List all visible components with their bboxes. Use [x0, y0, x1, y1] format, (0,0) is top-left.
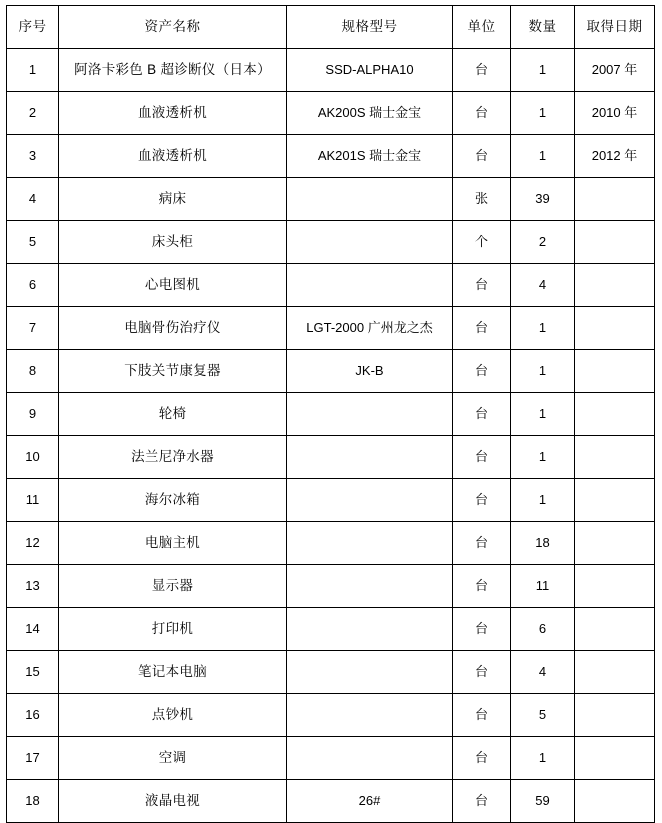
cell-model [287, 737, 453, 780]
cell-date [575, 178, 655, 221]
cell-unit: 台 [453, 780, 511, 823]
cell-model [287, 608, 453, 651]
table-row [7, 436, 655, 479]
table-row [7, 350, 655, 393]
cell-date [575, 737, 655, 780]
table-header-row [7, 6, 655, 49]
cell-qty: 1 [511, 393, 575, 436]
cell-qty: 5 [511, 694, 575, 737]
cell-seq: 3 [7, 135, 59, 178]
table-row [7, 135, 655, 178]
column-header-name: 资产名称 [59, 6, 287, 49]
cell-model [287, 221, 453, 264]
cell-seq: 18 [7, 780, 59, 823]
cell-model: LGT-2000 广州龙之杰 [287, 307, 453, 350]
cell-qty: 1 [511, 49, 575, 92]
cell-model [287, 178, 453, 221]
table-row [7, 608, 655, 651]
cell-date [575, 780, 655, 823]
column-header-unit: 单位 [453, 6, 511, 49]
cell-model [287, 651, 453, 694]
cell-unit: 台 [453, 135, 511, 178]
cell-date [575, 436, 655, 479]
cell-unit: 台 [453, 436, 511, 479]
table-row [7, 178, 655, 221]
cell-name: 床头柜 [59, 221, 287, 264]
cell-qty: 39 [511, 178, 575, 221]
cell-seq: 16 [7, 694, 59, 737]
cell-name: 电脑主机 [59, 522, 287, 565]
cell-model [287, 264, 453, 307]
cell-seq: 15 [7, 651, 59, 694]
cell-qty: 2 [511, 221, 575, 264]
cell-unit: 台 [453, 694, 511, 737]
cell-model: AK200S 瑞士金宝 [287, 92, 453, 135]
cell-seq: 10 [7, 436, 59, 479]
table-row [7, 565, 655, 608]
cell-unit: 台 [453, 479, 511, 522]
cell-model [287, 565, 453, 608]
cell-seq: 17 [7, 737, 59, 780]
cell-date [575, 694, 655, 737]
table-row [7, 780, 655, 823]
table-row [7, 694, 655, 737]
cell-model [287, 436, 453, 479]
cell-unit: 台 [453, 307, 511, 350]
cell-name: 海尔冰箱 [59, 479, 287, 522]
cell-name: 打印机 [59, 608, 287, 651]
column-header-seq: 序号 [7, 6, 59, 49]
cell-model: 26# [287, 780, 453, 823]
cell-date [575, 264, 655, 307]
cell-model [287, 479, 453, 522]
cell-unit: 台 [453, 565, 511, 608]
cell-seq: 6 [7, 264, 59, 307]
cell-date [575, 608, 655, 651]
cell-date [575, 221, 655, 264]
cell-qty: 1 [511, 737, 575, 780]
table-row [7, 393, 655, 436]
table-row [7, 737, 655, 780]
cell-date [575, 307, 655, 350]
cell-name: 点钞机 [59, 694, 287, 737]
cell-seq: 11 [7, 479, 59, 522]
cell-qty: 1 [511, 92, 575, 135]
cell-qty: 1 [511, 135, 575, 178]
cell-unit: 台 [453, 264, 511, 307]
cell-unit: 张 [453, 178, 511, 221]
cell-unit: 台 [453, 608, 511, 651]
cell-name: 空调 [59, 737, 287, 780]
cell-date: 2007 年 [575, 49, 655, 92]
cell-unit: 台 [453, 651, 511, 694]
cell-seq: 13 [7, 565, 59, 608]
table-body [7, 49, 655, 823]
asset-table [6, 5, 655, 823]
cell-name: 液晶电视 [59, 780, 287, 823]
cell-seq: 2 [7, 92, 59, 135]
table-row [7, 264, 655, 307]
cell-unit: 台 [453, 737, 511, 780]
cell-name: 笔记本电脑 [59, 651, 287, 694]
cell-unit: 台 [453, 49, 511, 92]
column-header-date: 取得日期 [575, 6, 655, 49]
cell-seq: 12 [7, 522, 59, 565]
cell-name: 心电图机 [59, 264, 287, 307]
cell-date [575, 651, 655, 694]
cell-qty: 1 [511, 479, 575, 522]
cell-seq: 4 [7, 178, 59, 221]
cell-name: 病床 [59, 178, 287, 221]
cell-model [287, 694, 453, 737]
cell-seq: 1 [7, 49, 59, 92]
cell-date [575, 393, 655, 436]
table-row [7, 479, 655, 522]
cell-name: 阿洛卡彩色 B 超诊断仪（日本） [59, 49, 287, 92]
column-header-qty: 数量 [511, 6, 575, 49]
cell-model [287, 522, 453, 565]
cell-name: 血液透析机 [59, 135, 287, 178]
cell-date: 2010 年 [575, 92, 655, 135]
cell-seq: 7 [7, 307, 59, 350]
table-row [7, 522, 655, 565]
cell-name: 电脑骨伤治疗仪 [59, 307, 287, 350]
table-row [7, 92, 655, 135]
cell-qty: 6 [511, 608, 575, 651]
cell-unit: 台 [453, 393, 511, 436]
cell-unit: 台 [453, 350, 511, 393]
cell-name: 血液透析机 [59, 92, 287, 135]
cell-name: 法兰尼净水器 [59, 436, 287, 479]
cell-qty: 1 [511, 436, 575, 479]
cell-qty: 4 [511, 651, 575, 694]
cell-qty: 11 [511, 565, 575, 608]
cell-date [575, 522, 655, 565]
column-header-model: 规格型号 [287, 6, 453, 49]
cell-unit: 台 [453, 92, 511, 135]
cell-seq: 9 [7, 393, 59, 436]
document-page [0, 5, 662, 812]
cell-seq: 5 [7, 221, 59, 264]
cell-qty: 18 [511, 522, 575, 565]
cell-name: 下肢关节康复器 [59, 350, 287, 393]
cell-unit: 台 [453, 522, 511, 565]
cell-model [287, 393, 453, 436]
cell-date: 2012 年 [575, 135, 655, 178]
table-row [7, 651, 655, 694]
cell-unit: 个 [453, 221, 511, 264]
cell-date [575, 350, 655, 393]
cell-qty: 1 [511, 350, 575, 393]
cell-date [575, 565, 655, 608]
cell-model: JK-B [287, 350, 453, 393]
table-row [7, 221, 655, 264]
cell-date [575, 479, 655, 522]
cell-model: AK201S 瑞士金宝 [287, 135, 453, 178]
cell-name: 轮椅 [59, 393, 287, 436]
cell-qty: 59 [511, 780, 575, 823]
cell-name: 显示器 [59, 565, 287, 608]
cell-seq: 14 [7, 608, 59, 651]
cell-model: SSD-ALPHA10 [287, 49, 453, 92]
cell-qty: 1 [511, 307, 575, 350]
cell-qty: 4 [511, 264, 575, 307]
table-row [7, 49, 655, 92]
cell-seq: 8 [7, 350, 59, 393]
table-row [7, 307, 655, 350]
